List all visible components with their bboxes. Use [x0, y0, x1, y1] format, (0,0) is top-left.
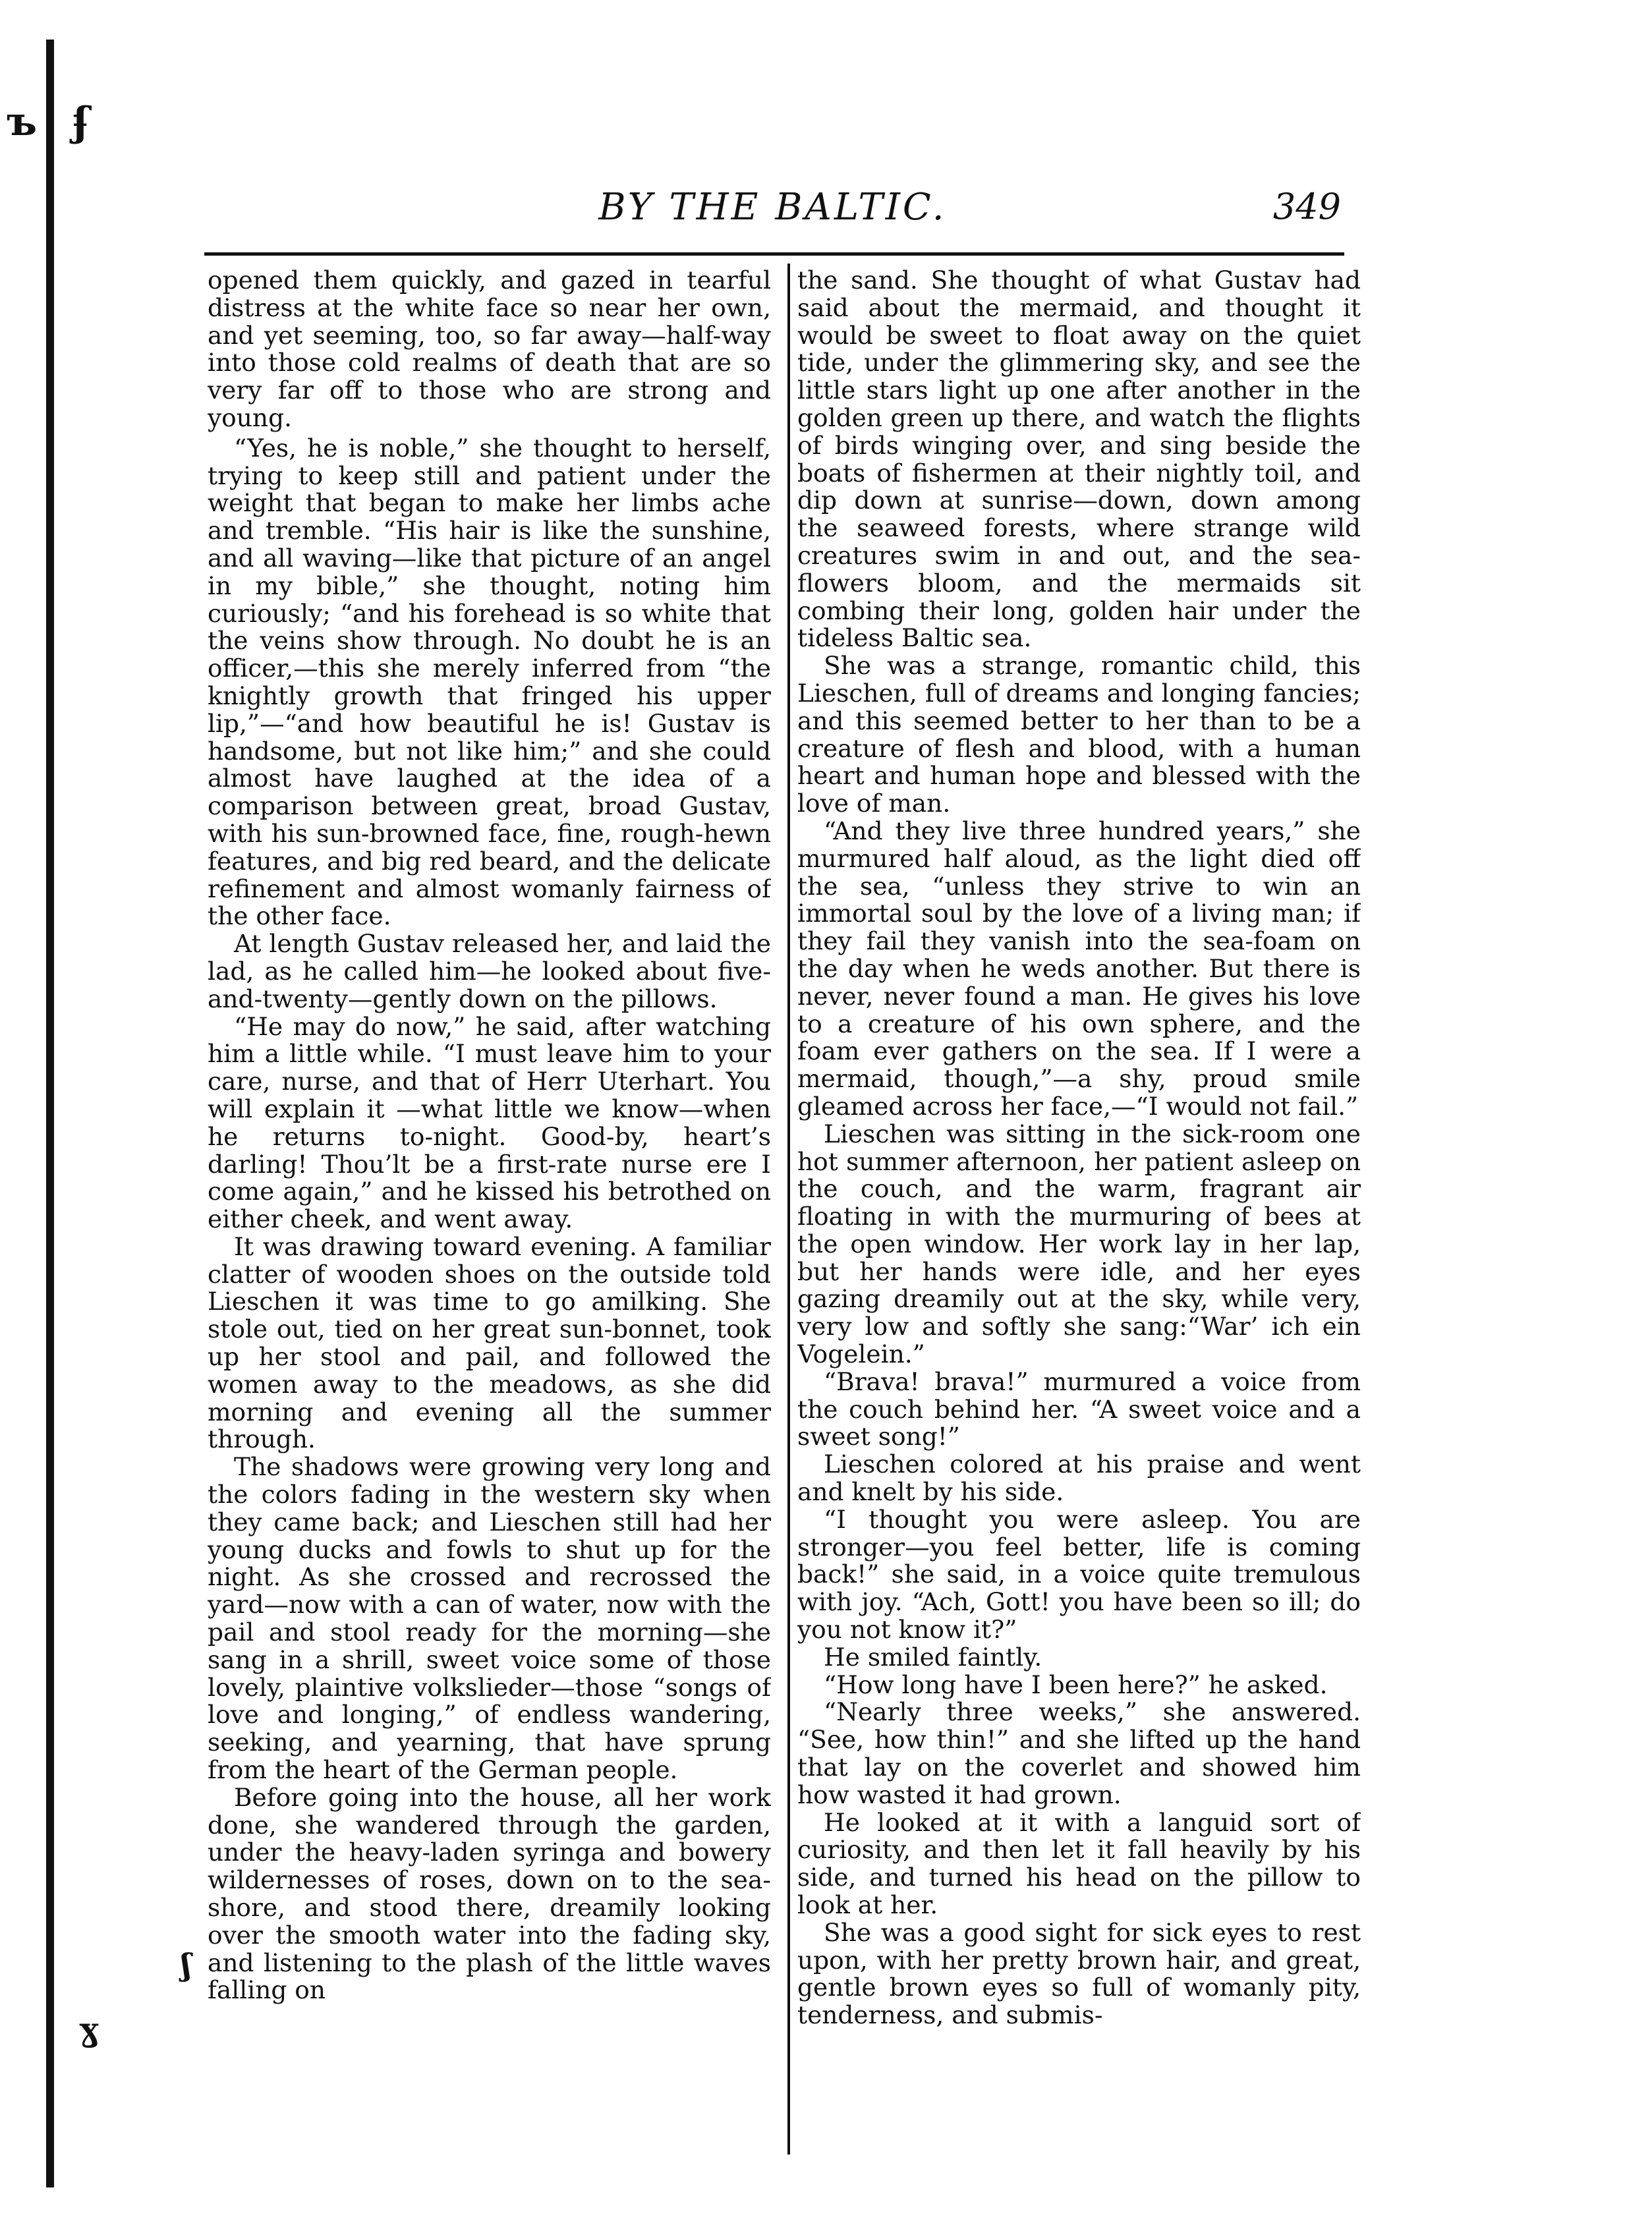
paragraph: She was a good sight for sick eyes to rest upon, with her pretty brown hair, and great, gentle brown eyes so full of womanly pity, tenderness, and submis- — [797, 1917, 1361, 2030]
paragraph: Lieschen colored at his praise and went and knelt by his side. — [797, 1450, 1361, 1507]
paragraph: opened them quickly, and gazed in tearful distress at the white face so near her own, and yet seeming, too, so far away—half-way into those cold realms of death that are so very far off to those who are strong and young. — [208, 267, 771, 432]
paragraph: He looked at it with a languid sort of curiosity, and then let it fall heavily by his side, and turned his head on the pillow to look at her. — [797, 1807, 1361, 1920]
paragraph: “Brava! brava!” murmured a voice from the couch behind her. “A sweet voice and a sweet song!” — [797, 1367, 1361, 1452]
paragraph: The shadows were growing very long and the colors fading in the western sky when they came back; and Lieschen still had her young ducks and fowls to shut up for the night. As she crossed and recrossed the yard—now with a can of water, now with the pail and stool ready for the morning—she sang in a shrill, sweet voice some of those lovely, plaintive volkslieder—those “songs of love and longing,” of endless wandering, seeking, and yearning, that have sprung from the heart of the German people. — [208, 1452, 771, 1785]
paragraph: He smiled faintly. — [824, 1642, 1042, 1672]
paragraph: At length Gustav released her, and laid the lad, as he called him—he looked about five-and-twenty—gently down on the pillows. — [208, 929, 771, 1013]
paragraph: “How long have I been here?” he asked. — [824, 1670, 1328, 1699]
paragraph: She was a strange, romantic child, this Lieschen, full of dreams and longing fancies; and this seemed better to her than to be a creature of flesh and blood, with a human heart and human hope and blessed with the love of man. — [797, 651, 1361, 818]
paragraph: Lieschen was sitting in the sick-room one hot summer afternoon, her patient asleep on the couch, and the warm, fragrant air floating in with the murmuring of bees at the open window. Her work lay in her lap, but her hands were idle, and her eyes gazing dreamily out at the sky, while very, very low and softly she sang:“War’ ich ein Vogelein.” — [797, 1119, 1361, 1369]
binding-edge — [46, 40, 54, 2187]
margin-mark-3: ʃ — [181, 1947, 192, 1983]
paragraph: “He may do now,” he said, after watching him a little while. “I must leave him to your care, nurse, and that of Herr Uterhart. You will explain it —what little we know—when he returns to-night. Good-by, heart’s darling! Thou’lt be a first-rate nurse ere I come again,” and he kissed his betrothed on either cheek, and went away. — [208, 1011, 771, 1234]
column-divider — [787, 264, 790, 2155]
paragraph: “I thought you were asleep. You are stronger—you feel better, life is coming back!” she said, in a voice quite tremulous with joy. “Ach, Gott! you have been so ill; do you not know it?” — [797, 1504, 1361, 1645]
page-number: 349 — [1272, 186, 1341, 227]
left-column — [208, 267, 771, 2158]
header-rule — [204, 252, 1344, 256]
running-title: BY THE BALTIC. — [598, 186, 947, 229]
paragraph: “Nearly three weeks,” she answered. “See, how thin!” and she lifted up the hand that lay on the coverlet and showed him how wasted it had grown. — [797, 1697, 1361, 1809]
paragraph: It was drawing toward evening. A familiar clatter of wooden shoes on the outside told Lieschen it was time to go amilking. She stole out, tied on her great sun-bonnet, took up her stool and pail, and followed the women away to the meadows, as she did morning and evening all the summer through. — [208, 1231, 771, 1454]
page-header — [198, 179, 1348, 245]
margin-mark-4: ɣ — [79, 2010, 100, 2048]
right-column — [797, 267, 1361, 2158]
paragraph: “Yes, he is noble,” she thought to herself, trying to keep still and patient under the weight that began to make her limbs ache and tremble. “His hair is like the sunshine, and all waving—like that picture of an angel in my bible,” she thought, noting him curiously; “and his forehead is so white that the veins show through. No doubt he is an officer,—this she merely inferred from “the knightly growth that fringed his upper lip,”—“and how beautiful he is! Gustav is handsome, but not like him;” and she could almost have laughed at the idea of a comparison between great, broad Gustav, with his sun-browned face, fine, rough-hewn features, and big red beard, and the delicate refinement and almost womanly fairness of the other face. — [208, 433, 771, 931]
paragraph: the sand. She thought of what Gustav had said about the mermaid, and thought it would be sweet to float away on the quiet tide, under the glimmering sky, and see the little stars light up one after another in the golden green up there, and watch the flights of birds winging over, and sing beside the boats of fishermen at their nightly toil, and dip down at sunrise—down, down among the seaweed forests, where strange wild creatures swim in and out, and the sea-flowers bloom, and the mermaids sit combing their long, golden hair under the tideless Baltic sea. — [797, 267, 1361, 653]
margin-mark-2: ʄ — [72, 99, 90, 145]
paragraph: Before going into the house, all her work done, she wandered through the garden, under the heavy-laden syringa and bowery wildernesses of roses, down on to the sea-shore, and stood there, dreamily looking over the smooth water into the fading sky, and listening to the plash of the little waves falling on — [208, 1782, 771, 2005]
margin-mark-1: ъ — [7, 99, 38, 145]
paragraph: “And they live three hundred years,” she murmured half aloud, as the light died off the sea, “unless they strive to win an immortal soul by the love of a living man; if they fail they vanish into the sea-foam on the day when he weds another. But there is never, never found a man. He gives his love to a creature of his own sphere, and the foam ever gathers on the sea. If I were a mermaid, though,”—a shy, proud smile gleamed across her face,—“I would not fail.” — [797, 816, 1361, 1121]
